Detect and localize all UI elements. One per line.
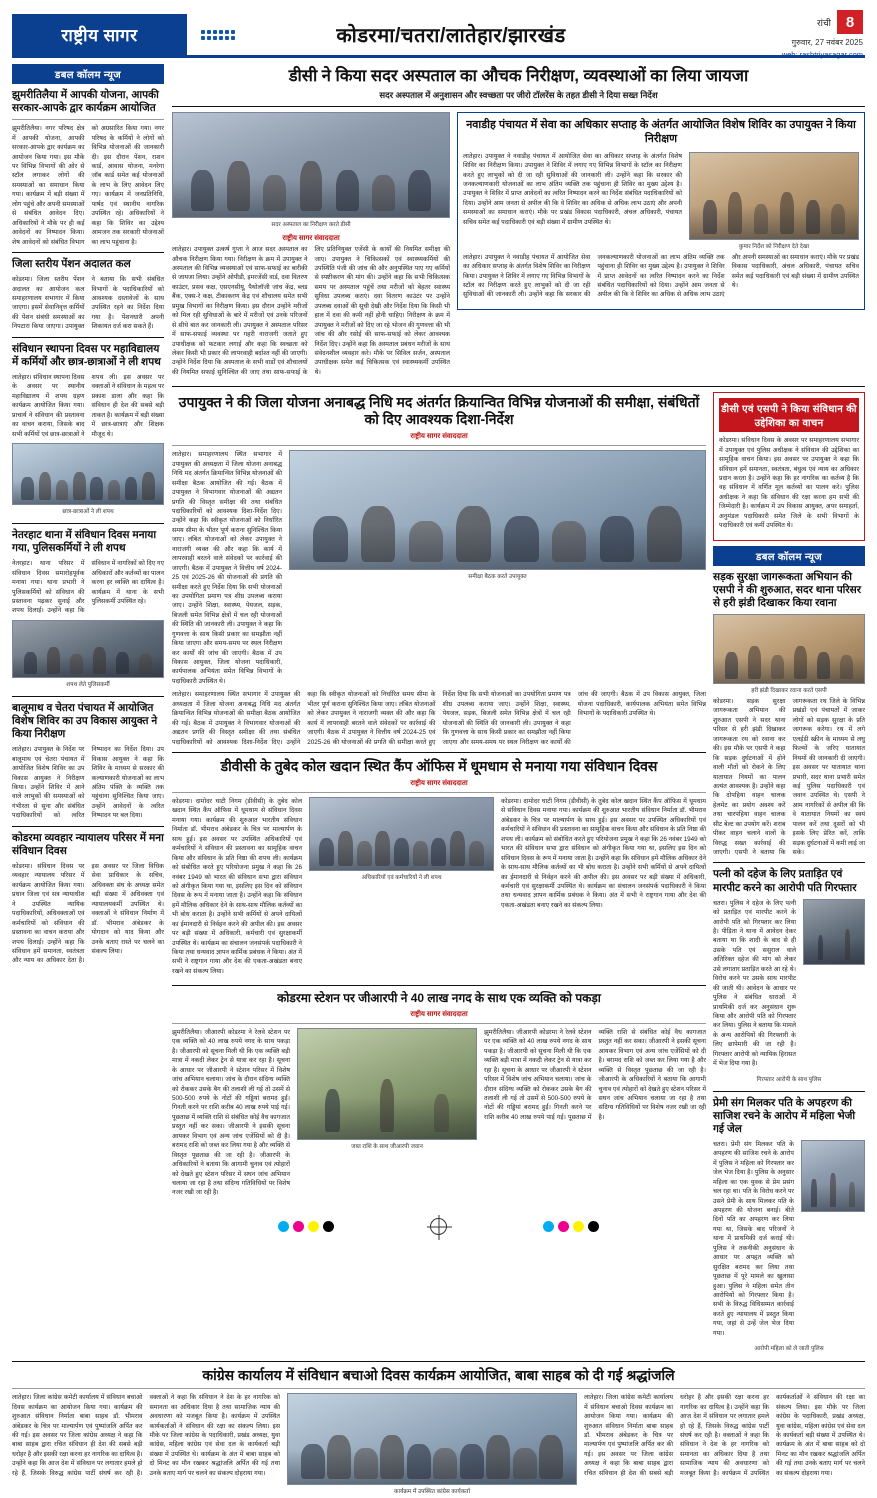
masthead-right: [715, 13, 865, 59]
body-planning-b: लातेहार। समाहरणालय स्थित सभागार में उपायुक्त की अध्यक्षता में जिला योजना अनाबद्ध निधि मद अंतर्गत क्रियान्वित विभिन्न योजनाओं की समीक्षा बैठक आयोजित की गई। बैठक में उपायुक्त ने विभागवार योजनाओं की अद्यतन प्रगति की विस्तृत समीक्षा की तथा संबंधित पदाधिकारियों को आवश्यक दिशा-निर्देश दिए। उन्होंने कहा कि स्वीकृत योजनाओं को निर्धारित समय सीमा के भीतर पूर्ण कराना सुनिश्चित किया जाए। लंबित योजनाओं को लेकर उपायुक्त ने नाराजगी व्यक्त की और कहा कि कार्य में लापरवाही बरतने वाले संवेदकों पर कार्रवाई की जाएगी। बैठक में उपायुक्त ने वित्तीय वर्ष 2024-25 एवं 2025-26 की योजनाओं की प्रगति की समीक्षा करते हुए निर्देश दिया कि सभी योजनाओं का उपयोगिता प्रमाण पत्र शीघ्र उपलब्ध कराया जाए। उन्होंने शिक्षा, स्वास्थ्य, पेयजल, सड़क, बिजली समेत विभिन्न क्षेत्रों में चल रही योजनाओं की स्थिति की जानकारी ली। उपायुक्त ने कहा कि गुणवत्ता के साथ किसी प्रकार का समझौता नहीं किया जाएगा और समय-समय पर स्थल निरीक्षण कर कार्यों की जांच की जाएगी। बैठक में उप विकास आयुक्त, जिला योजना पदाधिकारी, कार्यपालक अभियंता समेत विभिन्न विभागों के पदाधिकारी उपस्थित थे।: [172, 691, 706, 746]
right-column: [713, 392, 865, 1355]
body-jhumri-scheme: झुमरीतिलैया। नगर परिषद क्षेत्र में आपकी योजना, आपकी सरकार-आपके द्वार कार्यक्रम का आयोजन किया गया। इस मौके पर विभिन्न विभागों की ओर से स्टॉल लगाकर लोगों की समस्याओं का समाधान किया गया। कार्यक्रम में बड़ी संख्या में लोग पहुंचे और अपनी समस्याओं से संबंधित आवेदन दिए। अधिकारियों ने मौके पर ही कई आवेदनों का निष्पादन किया। शेष आवेदनों को संबंधित विभाग को अग्रसारित किया गया। नगर परिषद के कर्मियों ने लोगों को विभिन्न योजनाओं की जानकारी दी। इस दौरान पेंशन, राशन कार्ड, आवास योजना, मनरेगा जॉब कार्ड समेत कई योजनाओं के लाभ के लिए आवेदन लिए गए। कार्यक्रम में जनप्रतिनिधि, पार्षद एवं स्थानीय नागरिक उपस्थित रहे। अधिकारियों ने कहा कि शिविर का उद्देश्य आमजन तक सरकारी योजनाओं का लाभ पहुंचाना है।: [12, 125, 164, 246]
lead-subhead: सदर अस्पताल में अनुशासन और स्वच्छता पर जीरो टॉलरेंस के तहत डीसी ने दिया सख्त निर्देश: [379, 90, 658, 101]
headline-kidnap-conspiracy: प्रेमी संग मिलकर पति के अपहरण की साजिश रचने के आरोप में महिला भेजी गई जेल: [713, 1096, 856, 1135]
divider: [12, 252, 164, 253]
body-dowry-arrest: चतरा। पुलिस ने दहेज के लिए पत्नी को प्रताड़ित एवं मारपीट करने के आरोपी पति को गिरफ्तार कर लिया है। पीड़िता ने थाना में आवेदन देकर बताया था कि शादी के बाद से ही उसके पति एवं ससुराल वाले अतिरिक्त दहेज की मांग को लेकर उसे लगातार प्रताड़ित करते आ रहे थे। विरोध करने पर उसके साथ मारपीट की जाती थी। आवेदन के आधार पर पुलिस ने संबंधित धाराओं में प्राथमिकी दर्ज कर अनुसंधान शुरू किया और आरोपी पति को गिरफ्तार कर लिया। पुलिस ने बताया कि मामले के अन्य आरोपियों की गिरफ्तारी के लिए छापेमारी की जा रही है। गिरफ्तार आरोपी को न्यायिक हिरासत में भेज दिया गया है।: [713, 899, 796, 1068]
divider: [12, 119, 164, 120]
edition-title: कोडरमा/चतरा/लातेहार/झारखंड: [336, 25, 566, 47]
body-grp-a: झुमरीतिलैया। जीआरपी कोडरमा ने रेलवे स्टेशन पर एक व्यक्ति को 40 लाख रुपये नगद के साथ पकड़ा है। जीआरपी को सूचना मिली थी कि एक व्यक्ति बड़ी मात्रा में नकदी लेकर ट्रेन से यात्रा कर रहा है। सूचना के आधार पर जीआरपी ने स्टेशन परिसर में विशेष जांच अभियान चलाया। जांच के दौरान संदिग्ध व्यक्ति को रोककर उसके बैग की तलाशी ली गई तो उसमें से 500-500 रुपये के नोटों की गड्डियां बरामद हुईं। गिनती करने पर राशि करीब 40 लाख रुपये पाई गई। पूछताछ में व्यक्ति राशि से संबंधित कोई वैध कागजात प्रस्तुत नहीं कर सका। जीआरपी ने इसकी सूचना आयकर विभाग एवं अन्य जांच एजेंसियों को दी है। बरामद राशि को जब्त कर लिया गया है और व्यक्ति से विस्तृत पूछताछ की जा रही है। जीआरपी के अधिकारियों ने बताया कि आगामी चुनाव एवं त्योहारों को देखते हुए स्टेशन परिसर में सघन जांच अभियान चलाया जा रहा है तथा संदिग्ध गतिविधियों पर विशेष नजर रखी जा रही है।: [172, 1028, 290, 1197]
photo-grp-cash-seizure: [297, 1028, 477, 1140]
byline-dvc: राष्ट्रीय सागर संवाददाता: [410, 780, 468, 788]
photo-nawadih-camp: [689, 152, 859, 240]
photo-woman-arrest: [801, 1140, 865, 1212]
nawadih-box: [457, 112, 865, 310]
congress-row: [12, 1393, 865, 1498]
dowry-photo-wrap: [803, 899, 865, 1073]
divider: [12, 337, 164, 338]
photo-police-oath: [12, 620, 164, 678]
divider: [12, 696, 164, 697]
dowry-row: [713, 899, 865, 1073]
lead-row: [172, 112, 865, 381]
divider: [172, 445, 706, 446]
byline-grp: राष्ट्रीय सागर संवाददाता: [410, 1010, 468, 1018]
page-number: 8: [837, 10, 863, 34]
caption-woman-arrest: आरोपी महिला को ले जाती पुलिस: [754, 1346, 824, 1353]
caption-hospital-inspection: सदर अस्पताल का निरीक्षण करते डीसी: [271, 222, 351, 229]
body-constitution-college: लातेहार। संविधान स्थापना दिवस के अवसर पर स्थानीय महाविद्यालय में शपथ ग्रहण कार्यक्रम आयोजित किया गया। प्राचार्य ने संविधान की प्रस्तावना का वाचन कराया, जिसके बाद सभी कर्मियों एवं छात्र-छात्राओं ने शपथ ली। इस अवसर पर वक्ताओं ने संविधान के महत्व पर प्रकाश डाला और कहा कि संविधान ही देश की सबसे बड़ी ताकत है। कार्यक्रम में बड़ी संख्या में छात्र-छात्राएं और शिक्षक मौजूद थे।: [12, 373, 164, 438]
headline-netarhat-thana: नेतरहाट थाना में संविधान दिवस मनाया गया, पुलिसकर्मियों ने ली शपथ: [12, 529, 157, 555]
congress-headline: कांग्रेस कार्यालय में संविधान बचाओ दिवस कार्यक्रम आयोजित, बाबा साहब को दी गई श्रद्धांजलि: [202, 1367, 675, 1384]
caption-college-oath: छात्र-छात्राओं ने ली शपथ: [62, 509, 114, 515]
body-dc-sp: कोडरमा। संविधान दिवस के अवसर पर समाहरणालय सभागार में उपायुक्त एवं पुलिस अधीक्षक ने संविधान की उद्देशिका का सामूहिक वाचन किया। इस अवसर पर उपायुक्त ने कहा कि संविधान हमें समानता, स्वतंत्रता, बंधुत्व एवं न्याय का अधिकार प्रदान करता है। उन्होंने कहा कि हर नागरिक का कर्तव्य है कि वह संविधान में वर्णित मूल कर्तव्यों का पालन करे। पुलिस अधीक्षक ने कहा कि संविधान की रक्षा करना हम सभी की जिम्मेदारी है। कार्यक्रम में उप विकास आयुक्त, अपर समाहर्ता, अनुमंडल पदाधिकारी समेत जिले के सभी विभागों के पदाधिकारी एवं कर्मी उपस्थित थे।: [719, 437, 859, 530]
caption-dvc-camp-office: अधिकारियों एवं कर्मचारियों ने ली शपथ: [361, 875, 442, 882]
page-grid: [12, 64, 865, 1355]
dvc-headline: डीवीसी के तुबेद कोल खदान स्थित कैंप ऑफिस में धूमधाम से मनाया गया संविधान दिवस: [220, 757, 658, 774]
body-court-constitution-day: कोडरमा। संविधान दिवस पर व्यवहार न्यायालय परिसर में कार्यक्रम आयोजित किया गया। प्रधान जिला एवं सत्र न्यायाधीश ने उपस्थित न्यायिक पदाधिकारियों, अधिवक्ताओं एवं कर्मचारियों को संविधान की प्रस्तावना का वाचन कराया और शपथ दिलाई। उन्होंने कहा कि संविधान हमें समानता, स्वतंत्रता और न्याय का अधिकार देता है। इस अवसर पर जिला विधिक सेवा प्राधिकार के सचिव, अधिवक्ता संघ के अध्यक्ष समेत बड़ी संख्या में अधिवक्ता एवं न्यायालयकर्मी उपस्थित थे। वक्ताओं ने संविधान निर्माण में डॉ. भीमराव अंबेडकर के योगदान को याद किया और उनके बताए रास्ते पर चलने का संकल्प लिया।: [12, 863, 164, 965]
kidnap-row: [713, 1140, 865, 1342]
caption-grp-cash-seizure: जब्त राशि के साथ जीआरपी जवान: [351, 1143, 423, 1150]
divider: [713, 1091, 865, 1092]
caption-review-meeting: समीक्षा बैठक करते उपायुक्त: [468, 574, 527, 581]
photo-road-safety-flagoff: [713, 614, 865, 684]
divider: [713, 862, 865, 863]
body-nawadih-a: लातेहार। उपायुक्त ने नवाडीह पंचायत में आयोजित सेवा का अधिकार सप्ताह के अंतर्गत विशेष शिविर का निरीक्षण किया। उपायुक्त ने शिविर में लगाए गए विभिन्न विभागों के स्टॉल का निरीक्षण करते हुए लाभुकों को दी जा रही सुविधाओं की जानकारी ली। उन्होंने कहा कि सरकार की जनकल्याणकारी योजनाओं का लाभ अंतिम व्यक्ति तक पहुंचाना ही शिविर का मुख्य उद्देश्य है। उपायुक्त ने शिविर में प्राप्त आवेदनों का त्वरित निष्पादन करने का निर्देश संबंधित पदाधिकारियों को दिया। उन्होंने आम जनता से अपील की कि वे शिविर का अधिक से अधिक लाभ उठाएं और अपनी समस्याओं का समाधान कराएं। मौके पर प्रखंड विकास पदाधिकारी, अंचल अधिकारी, पंचायत सचिव समेत कई पदाधिकारी एवं बड़ी संख्या में ग्रामीण उपस्थित थे।: [463, 152, 682, 226]
headline-balumath-camp: बालूमाथ व चेतरा पंचायत में आयोजित विशेष शिविर का उप विकास आयुक्त ने किया निरीक्षण: [12, 701, 158, 741]
caption-nawadih-camp: कुमार निर्देश को निरीक्षण देते देखा: [738, 243, 810, 250]
body-pension-adalat: कोडरमा। जिला स्तरीय पेंशन अदालत का आयोजन कल समाहरणालय सभागार में किया जाएगा। इसमें सेवानिवृत्त कर्मियों की पेंशन संबंधी समस्याओं का निपटारा किया जाएगा। उपायुक्त ने बताया कि सभी संबंधित विभागों के पदाधिकारियों को आवश्यक दस्तावेजों के साथ उपस्थित रहने का निर्देश दिया गया है। पेंशनधारी अपनी शिकायत दर्ज करा सकते हैं।: [12, 276, 164, 331]
dc-sp-box: [713, 392, 865, 540]
mid-row: [172, 392, 865, 1355]
divider: [172, 752, 706, 753]
caption-police-oath: शपथ लेते पुलिसकर्मी: [66, 681, 110, 688]
section-header-dc-sp: डीसी एवं एसपी ने किया संविधान की उद्देशिका का वाचन: [719, 398, 859, 432]
divider: [12, 826, 164, 827]
body-grp-b: झुमरीतिलैया। जीआरपी कोडरमा ने रेलवे स्टेशन पर एक व्यक्ति को 40 लाख रुपये नगद के साथ पकड़ा है। जीआरपी को सूचना मिली थी कि एक व्यक्ति बड़ी मात्रा में नकदी लेकर ट्रेन से यात्रा कर रहा है। सूचना के आधार पर जीआरपी ने स्टेशन परिसर में विशेष जांच अभियान चलाया। जांच के दौरान संदिग्ध व्यक्ति को रोककर उसके बैग की तलाशी ली गई तो उसमें से 500-500 रुपये के नोटों की गड्डियां बरामद हुईं। गिनती करने पर राशि करीब 40 लाख रुपये पाई गई। पूछताछ में व्यक्ति राशि से संबंधित कोई वैध कागजात प्रस्तुत नहीं कर सका। जीआरपी ने इसकी सूचना आयकर विभाग एवं अन्य जांच एजेंसियों को दी है। बरामद राशि को जब्त कर लिया गया है और व्यक्ति से विस्तृत पूछताछ की जा रही है। जीआरपी के अधिकारियों ने बताया कि आगामी चुनाव एवं त्योहारों को देखते हुए स्टेशन परिसर में सघन जांच अभियान चलाया जा रहा है तथा संदिग्ध गतिविधियों पर विशेष नजर रखी जा रही है।: [484, 1028, 706, 1121]
body-nawadih-b: लातेहार। उपायुक्त ने नवाडीह पंचायत में आयोजित सेवा का अधिकार सप्ताह के अंतर्गत विशेष शिविर का निरीक्षण किया। उपायुक्त ने शिविर में लगाए गए विभिन्न विभागों के स्टॉल का निरीक्षण करते हुए लाभुकों को दी जा रही सुविधाओं की जानकारी ली। उन्होंने कहा कि सरकार की जनकल्याणकारी योजनाओं का लाभ अंतिम व्यक्ति तक पहुंचाना ही शिविर का मुख्य उद्देश्य है। उपायुक्त ने शिविर में प्राप्त आवेदनों का त्वरित निष्पादन करने का निर्देश संबंधित पदाधिकारियों को दिया। उन्होंने आम जनता से अपील की कि वे शिविर का अधिक से अधिक लाभ उठाएं और अपनी समस्याओं का समाधान कराएं। मौके पर प्रखंड विकास पदाधिकारी, अंचल अधिकारी, पंचायत सचिव समेत कई पदाधिकारी एवं बड़ी संख्या में ग्रामीण उपस्थित थे।: [463, 253, 859, 299]
masthead-center: [187, 14, 715, 55]
body-road-safety: कोडरमा। सड़क सुरक्षा जागरूकता अभियान की शुरुआत एसपी ने सदर थाना परिसर से हरी झंडी दिखाकर जागरूकता रथ को रवाना कर की। इस मौके पर एसपी ने कहा कि सड़क दुर्घटनाओं में होने वाली मौतों को रोकने के लिए यातायात नियमों का पालन अत्यंत आवश्यक है। उन्होंने कहा कि दोपहिया वाहन चालक हेलमेट का प्रयोग अवश्य करें तथा चारपहिया वाहन चालक सीट बेल्ट का उपयोग करें। शराब पीकर वाहन चलाने वालों के विरुद्ध सख्त कार्रवाई की जाएगी। एसपी ने बताया कि जागरूकता रथ जिले के विभिन्न प्रखंडों एवं पंचायतों में जाकर लोगों को सड़क सुरक्षा के प्रति जागरूक करेगा। रथ में लगे एलईडी स्क्रीन के माध्यम से लघु फिल्मों के जरिए यातायात नियमों की जानकारी दी जाएगी। इस अवसर पर यातायात थाना प्रभारी, सदर थाना प्रभारी समेत कई पुलिस पदाधिकारी एवं जवान उपस्थित थे। एसपी ने आम नागरिकों से अपील की कि वे यातायात नियमों का स्वयं पालन करें तथा दूसरों को भी इसके लिए प्रेरित करें, ताकि सड़क दुर्घटनाओं में कमी लाई जा सके।: [713, 698, 865, 856]
divider: [172, 106, 865, 107]
divider: [172, 985, 706, 986]
headline-court-constitution-day: कोडरमा व्यवहार न्यायालय परिसर में मना संविधान दिवस: [12, 831, 164, 857]
caption-congress-office: कार्यक्रम में उपस्थित कांग्रेस कार्यकर्ता: [394, 1489, 470, 1496]
registration-target-icon: [430, 1218, 447, 1235]
photo-dvc-camp-office: [309, 797, 494, 871]
section-header-double-column-news: डबल कॉलम न्यूज: [12, 64, 164, 84]
main-area: [172, 64, 865, 1355]
section-header-double-column-news-right: डबल कॉलम न्यूज: [713, 546, 865, 566]
dots-decoration: [201, 30, 235, 40]
body-congress-a: लातेहार। जिला कांग्रेस कमेटी कार्यालय में संविधान बचाओ दिवस कार्यक्रम का आयोजन किया गया। कार्यक्रम की शुरुआत संविधान निर्माता बाबा साहब डॉ. भीमराव अंबेडकर के चित्र पर माल्यार्पण एवं पुष्पांजलि अर्पित कर की गई। इस अवसर पर जिला कांग्रेस अध्यक्ष ने कहा कि बाबा साहब द्वारा रचित संविधान ही देश की सबसे बड़ी धरोहर है और इसकी रक्षा करना हर नागरिक का दायित्व है। उन्होंने कहा कि आज देश में संविधान पर लगातार हमले हो रहे हैं, जिसके विरुद्ध कांग्रेस पार्टी संघर्ष कर रही है। वक्ताओं ने कहा कि संविधान ने देश के हर नागरिक को समानता का अधिकार दिया है तथा सामाजिक न्याय की अवधारणा को मजबूत किया है। कार्यक्रम में उपस्थित कार्यकर्ताओं ने संविधान की रक्षा का संकल्प लिया। इस मौके पर जिला कांग्रेस के पदाधिकारी, प्रखंड अध्यक्ष, युवा कांग्रेस, महिला कांग्रेस एवं सेवा दल के कार्यकर्ता बड़ी संख्या में उपस्थित थे। कार्यक्रम के अंत में बाबा साहब को दो मिनट का मौन रखकर श्रद्धांजलि अर्पित की गई तथा उनके बताए मार्ग पर चलने का संकल्प दोहराया गया।: [12, 1394, 280, 1477]
photo-dowry-accused: [803, 899, 865, 965]
caption-dowry-accused: गिरफ्तार आरोपी के साथ पुलिस: [756, 1076, 822, 1083]
lead-right: [457, 112, 865, 381]
headline-pension-adalat: जिला स्तरीय पेंशन अदालत कल: [12, 257, 131, 270]
print-registration-marks: [0, 1218, 877, 1235]
congress-story: [12, 1361, 865, 1498]
caption-road-safety-flagoff: हरी झंडी दिखाकर रवाना करते एसपी: [751, 688, 827, 694]
lead-left: [172, 112, 450, 381]
divider: [12, 1361, 865, 1362]
body-balumath-camp: लातेहार। उपायुक्त के निर्देश पर बालूमाथ एवं चेतरा पंचायत में आयोजित विशेष शिविर का उप विकास आयुक्त ने निरीक्षण किया। उन्होंने शिविर में आने वाले लाभुकों की समस्याओं को गंभीरता से सुना और संबंधित पदाधिकारियों को त्वरित निष्पादन का निर्देश दिया। उप विकास आयुक्त ने कहा कि शिविर के माध्यम से सरकार की कल्याणकारी योजनाओं का लाभ अंतिम पंक्ति के व्यक्ति तक पहुंचाना सुनिश्चित किया जाए। उन्होंने आवेदनों के त्वरित निष्पादन पर बल दिया।: [12, 746, 164, 820]
headline-constitution-college: संविधान स्थापना दिवस पर महाविद्यालय में कर्मियों और छात्र-छात्राओं ने ली शपथ: [12, 342, 161, 368]
planning-row: [172, 450, 706, 690]
planning-headline: उपायुक्त ने की जिला योजना अनाबद्ध निधि मद अंतर्गत क्रियान्वित विभिन्न योजनाओं की समीक्षा, संबंधितों को दिए आवश्यक दिशा-निर्देश: [178, 394, 700, 428]
left-column: [12, 64, 164, 1355]
body-kidnap-conspiracy: चतरा। प्रेमी संग मिलकर पति के अपहरण की साजिश रचने के आरोप में पुलिस ने महिला को गिरफ्तार कर जेल भेज दिया है। पुलिस के अनुसार महिला का एक युवक से प्रेम प्रसंग चल रहा था। पति के विरोध करने पर उसने प्रेमी के साथ मिलकर पति के अपहरण की योजना बनाई। बीते दिनों पति का अपहरण कर लिया गया था, जिसके बाद परिजनों ने थाना में प्राथमिकी दर्ज कराई थी। पुलिस ने तकनीकी अनुसंधान के आधार पर अपहृत व्यक्ति को सुरक्षित बरामद कर लिया तथा पूछताछ में पूरे मामले का खुलासा हुआ। पुलिस ने महिला समेत तीन आरोपियों को गिरफ्तार किया है। सभी के विरुद्ध विधिसम्मत कार्रवाई करते हुए न्यायालय में प्रस्तुत किया गया, जहां से उन्हें जेल भेज दिया गया।: [713, 1140, 794, 1337]
photo-congress-office: [287, 1393, 577, 1485]
divider: [172, 386, 865, 387]
kidnap-photo-wrap: [801, 1140, 865, 1342]
nawadih-photo-wrap: [689, 152, 859, 253]
headline-jhumri-scheme: झुमरीतिलैया में आपकी योजना, आपकी सरकार-आपके द्वार कार्यक्रम आयोजित: [12, 89, 159, 115]
nawadih-row: [463, 152, 859, 253]
headline-road-safety: सड़क सुरक्षा जागरूकता अभियान की एसपी ने की शुरुआत, सदर थाना परिसर से हरी झंडी दिखाकर किया रवाना: [713, 570, 862, 609]
divider: [172, 1023, 706, 1024]
dvc-row: [172, 797, 706, 980]
body-lead-story: लातेहार। उपायुक्त उत्कर्ष गुप्ता ने आज सदर अस्पताल का औचक निरीक्षण किया गया। निरीक्षण के क्रम में उपायुक्त ने अस्पताल की विभिन्न व्यवस्थाओं एवं साफ-सफाई का बारीकी से जायजा लिया। उन्होंने ओपीडी, इमरजेंसी वार्ड, दवा वितरण काउंटर, प्रसव कक्ष, एसएनसीयू, पैथोलॉजी जांच केंद्र, ब्लड बैंक, एक्स-रे कक्ष, टीकाकरण केंद्र एवं शौचालय समेत सभी प्रमुख विभागों का निरीक्षण किया। इस दौरान उन्होंने मरीजों को मिल रही सुविधाओं के बारे में मरीजों एवं उनके परिजनों से सीधे बात कर जानकारी ली। उपायुक्त ने अस्पताल परिसर में साफ-सफाई व्यवस्था पर गहरी नाराजगी जताते हुए उपाधीक्षक को फटकार लगाई और कहा कि स्वच्छता को लेकर किसी भी प्रकार की लापरवाही बर्दाश्त नहीं की जाएगी। उन्होंने निर्देश दिया कि अस्पताल के सभी वार्डों एवं शौचालयों की नियमित सफाई सुनिश्चित की जाए तथा साफ-सफाई के लिए प्रतिनियुक्त एजेंसी के कार्यों की नियमित समीक्षा की जाए। उपायुक्त ने चिकित्सकों एवं स्वास्थ्यकर्मियों की उपस्थिति पंजी की जांच की और अनुपस्थित पाए गए कर्मियों से स्पष्टीकरण की मांग की। उन्होंने कहा कि सभी चिकित्सक समय पर अस्पताल पहुंचें तथा मरीजों को बेहतर स्वास्थ्य सुविधा उपलब्ध कराएं। दवा वितरण काउंटर पर उन्होंने उपलब्ध दवाओं की सूची देखी और निर्देश दिया कि किसी भी हाल में दवा की कमी नहीं होनी चाहिए। निरीक्षण के क्रम में उपायुक्त ने मरीजों को दिए जा रहे भोजन की गुणवत्ता की भी जांच की और रसोई की साफ-सफाई को लेकर आवश्यक निर्देश दिए। उन्होंने कहा कि अस्पताल प्रबंधन मरीजों के साथ संवेदनशील व्यवहार करे। मौके पर सिविल सर्जन, अस्पताल उपाधीक्षक समेत कई चिकित्सक एवं स्वास्थ्यकर्मी उपस्थित थे।: [172, 246, 450, 376]
body-dvc-b: कोडरमा। दामोदर घाटी निगम (डीवीसी) के तुबेद कोल खदान स्थित कैंप ऑफिस में धूमधाम से संविधान दिवस मनाया गया। कार्यक्रम की शुरुआत भारतीय संविधान निर्माता डॉ. भीमराव अंबेडकर के चित्र पर माल्यार्पण के साथ हुई। इस अवसर पर उपस्थित अधिकारियों एवं कर्मचारियों ने संविधान की प्रस्तावना का सामूहिक वाचन किया और संविधान के प्रति निष्ठा की शपथ ली। कार्यक्रम को संबोधित करते हुए परियोजना प्रमुख ने कहा कि 26 नवंबर 1949 को भारत की संविधान सभा द्वारा संविधान को अंगीकृत किया गया था, इसलिए इस दिन को संविधान दिवस के रूप में मनाया जाता है। उन्होंने कहा कि संविधान हमें मौलिक अधिकार देने के साथ-साथ मौलिक कर्तव्यों का भी बोध कराता है। उन्होंने सभी कर्मियों से अपने दायित्वों का ईमानदारी से निर्वहन करने की अपील की। इस अवसर पर बड़ी संख्या में अधिकारी, कर्मचारी एवं सुरक्षाकर्मी उपस्थित थे। कार्यक्रम का संचालन जनसंपर्क पदाधिकारी ने किया तथा धन्यवाद ज्ञापन कार्मिक प्रबंधक ने किया। अंत में सभी ने राष्ट्रगान गाया और देश की एकता-अखंडता बनाए रखने का संकल्प लिया।: [501, 798, 706, 909]
body-netarhat-thana: नेतरहाट। थाना परिसर में संविधान दिवस समारोहपूर्वक मनाया गया। थाना प्रभारी ने पुलिसकर्मियों को संविधान की प्रस्तावना पढ़कर सुनाई और शपथ दिलाई। उन्होंने कहा कि संविधान में नागरिकों को दिए गए अधिकारों और कर्तव्यों का पालन करना हर व्यक्ति का दायित्व है। कार्यक्रम में थाना के सभी पुलिसकर्मी उपस्थित रहे।: [12, 560, 164, 615]
city-label: रांची: [816, 17, 831, 28]
website-url: web: rashtriyasagar.com: [781, 50, 863, 59]
divider: [172, 792, 706, 793]
byline: राष्ट्रीय सागर संवाददाता: [282, 235, 340, 243]
divider: [12, 523, 164, 524]
lead-headline: डीसी ने किया सदर अस्पताल का औचक निरीक्षण, व्यवस्थाओं का लिया जायजा: [288, 67, 749, 85]
grp-row: [172, 1028, 706, 1202]
byline-planning: राष्ट्रीय सागर संवाददाता: [410, 433, 468, 441]
photo-hospital-inspection: [172, 112, 450, 218]
photo-college-oath: [12, 443, 164, 505]
nawadih-headline: नवाडीह पंचायत में सेवा का अधिकार सप्ताह के अंतर्गत आयोजित विशेष शिविर का उपायुक्त ने किया निरीक्षण: [466, 119, 856, 146]
grp-headline: कोडरमा स्टेशन पर जीआरपी ने 40 लाख नगद के साथ एक व्यक्ति को पकड़ा: [277, 991, 601, 1006]
grp-photo-wrap: [297, 1028, 477, 1202]
dvc-photo-wrap: [309, 797, 494, 980]
congress-photo-wrap: [287, 1393, 577, 1498]
cmyk-dots-left: [278, 1221, 334, 1232]
photo-review-meeting: [289, 450, 706, 570]
masthead: [12, 14, 865, 58]
headline-dowry-arrest: पत्नी को दहेज के लिए प्रताड़ित एवं मारपीट करने का आरोपी पति गिरफ्तार: [713, 868, 857, 894]
divider: [12, 1388, 865, 1389]
body-planning-a: लातेहार। समाहरणालय स्थित सभागार में उपायुक्त की अध्यक्षता में जिला योजना अनाबद्ध निधि मद अंतर्गत क्रियान्वित विभिन्न योजनाओं की समीक्षा बैठक आयोजित की गई। बैठक में उपायुक्त ने विभागवार योजनाओं की अद्यतन प्रगति की विस्तृत समीक्षा की तथा संबंधित पदाधिकारियों को आवश्यक दिशा-निर्देश दिए। उन्होंने कहा कि स्वीकृत योजनाओं को निर्धारित समय सीमा के भीतर पूर्ण कराना सुनिश्चित किया जाए। लंबित योजनाओं को लेकर उपायुक्त ने नाराजगी व्यक्त की और कहा कि कार्य में लापरवाही बरतने वाले संवेदकों पर कार्रवाई की जाएगी। बैठक में उपायुक्त ने वित्तीय वर्ष 2024-25 एवं 2025-26 की योजनाओं की प्रगति की समीक्षा करते हुए निर्देश दिया कि सभी योजनाओं का उपयोगिता प्रमाण पत्र शीघ्र उपलब्ध कराया जाए। उन्होंने शिक्षा, स्वास्थ्य, पेयजल, सड़क, बिजली समेत विभिन्न क्षेत्रों में चल रही योजनाओं की स्थिति की जानकारी ली। उपायुक्त ने कहा कि गुणवत्ता के साथ किसी प्रकार का समझौता नहीं किया जाएगा और समय-समय पर स्थल निरीक्षण कर कार्यों की जांच की जाएगी। बैठक में उप विकास आयुक्त, जिला योजना पदाधिकारी, कार्यपालक अभियंता समेत विभिन्न विभागों के पदाधिकारी उपस्थित थे।: [172, 451, 282, 685]
body-congress-b: लातेहार। जिला कांग्रेस कमेटी कार्यालय में संविधान बचाओ दिवस कार्यक्रम का आयोजन किया गया। कार्यक्रम की शुरुआत संविधान निर्माता बाबा साहब डॉ. भीमराव अंबेडकर के चित्र पर माल्यार्पण एवं पुष्पांजलि अर्पित कर की गई। इस अवसर पर जिला कांग्रेस अध्यक्ष ने कहा कि बाबा साहब द्वारा रचित संविधान ही देश की सबसे बड़ी धरोहर है और इसकी रक्षा करना हर नागरिक का दायित्व है। उन्होंने कहा कि आज देश में संविधान पर लगातार हमले हो रहे हैं, जिसके विरुद्ध कांग्रेस पार्टी संघर्ष कर रही है। वक्ताओं ने कहा कि संविधान ने देश के हर नागरिक को समानता का अधिकार दिया है तथा सामाजिक न्याय की अवधारणा को मजबूत किया है। कार्यक्रम में उपस्थित कार्यकर्ताओं ने संविधान की रक्षा का संकल्प लिया। इस मौके पर जिला कांग्रेस के पदाधिकारी, प्रखंड अध्यक्ष, युवा कांग्रेस, महिला कांग्रेस एवं सेवा दल के कार्यकर्ता बड़ी संख्या में उपस्थित थे। कार्यक्रम के अंत में बाबा साहब को दो मिनट का मौन रखकर श्रद्धांजलि अर्पित की गई तथा उनके बताए मार्ग पर चलने का संकल्प दोहराया गया।: [584, 1394, 865, 1477]
mid-left: [172, 392, 706, 1355]
planning-photo-wrap: [289, 450, 706, 690]
body-dvc-a: कोडरमा। दामोदर घाटी निगम (डीवीसी) के तुबेद कोल खदान स्थित कैंप ऑफिस में धूमधाम से संविधान दिवस मनाया गया। कार्यक्रम की शुरुआत भारतीय संविधान निर्माता डॉ. भीमराव अंबेडकर के चित्र पर माल्यार्पण के साथ हुई। इस अवसर पर उपस्थित अधिकारियों एवं कर्मचारियों ने संविधान की प्रस्तावना का सामूहिक वाचन किया और संविधान के प्रति निष्ठा की शपथ ली। कार्यक्रम को संबोधित करते हुए परियोजना प्रमुख ने कहा कि 26 नवंबर 1949 को भारत की संविधान सभा द्वारा संविधान को अंगीकृत किया गया था, इसलिए इस दिन को संविधान दिवस के रूप में मनाया जाता है। उन्होंने कहा कि संविधान हमें मौलिक अधिकार देने के साथ-साथ मौलिक कर्तव्यों का भी बोध कराता है। उन्होंने सभी कर्मियों से अपने दायित्वों का ईमानदारी से निर्वहन करने की अपील की। इस अवसर पर बड़ी संख्या में अधिकारी, कर्मचारी एवं सुरक्षाकर्मी उपस्थित थे। कार्यक्रम का संचालन जनसंपर्क पदाधिकारी ने किया तथा धन्यवाद ज्ञापन कार्मिक प्रबंधक ने किया। अंत में सभी ने राष्ट्रगान गाया और देश की एकता-अखंडता बनाए रखने का संकल्प लिया।: [172, 798, 302, 975]
lead-story: [172, 66, 865, 381]
publication-date: गुरुवार, 27 नवंबर 2025: [791, 38, 863, 47]
cmyk-dots-right: [543, 1221, 599, 1232]
newspaper-logo: राष्ट्रीय सागर: [12, 14, 187, 55]
